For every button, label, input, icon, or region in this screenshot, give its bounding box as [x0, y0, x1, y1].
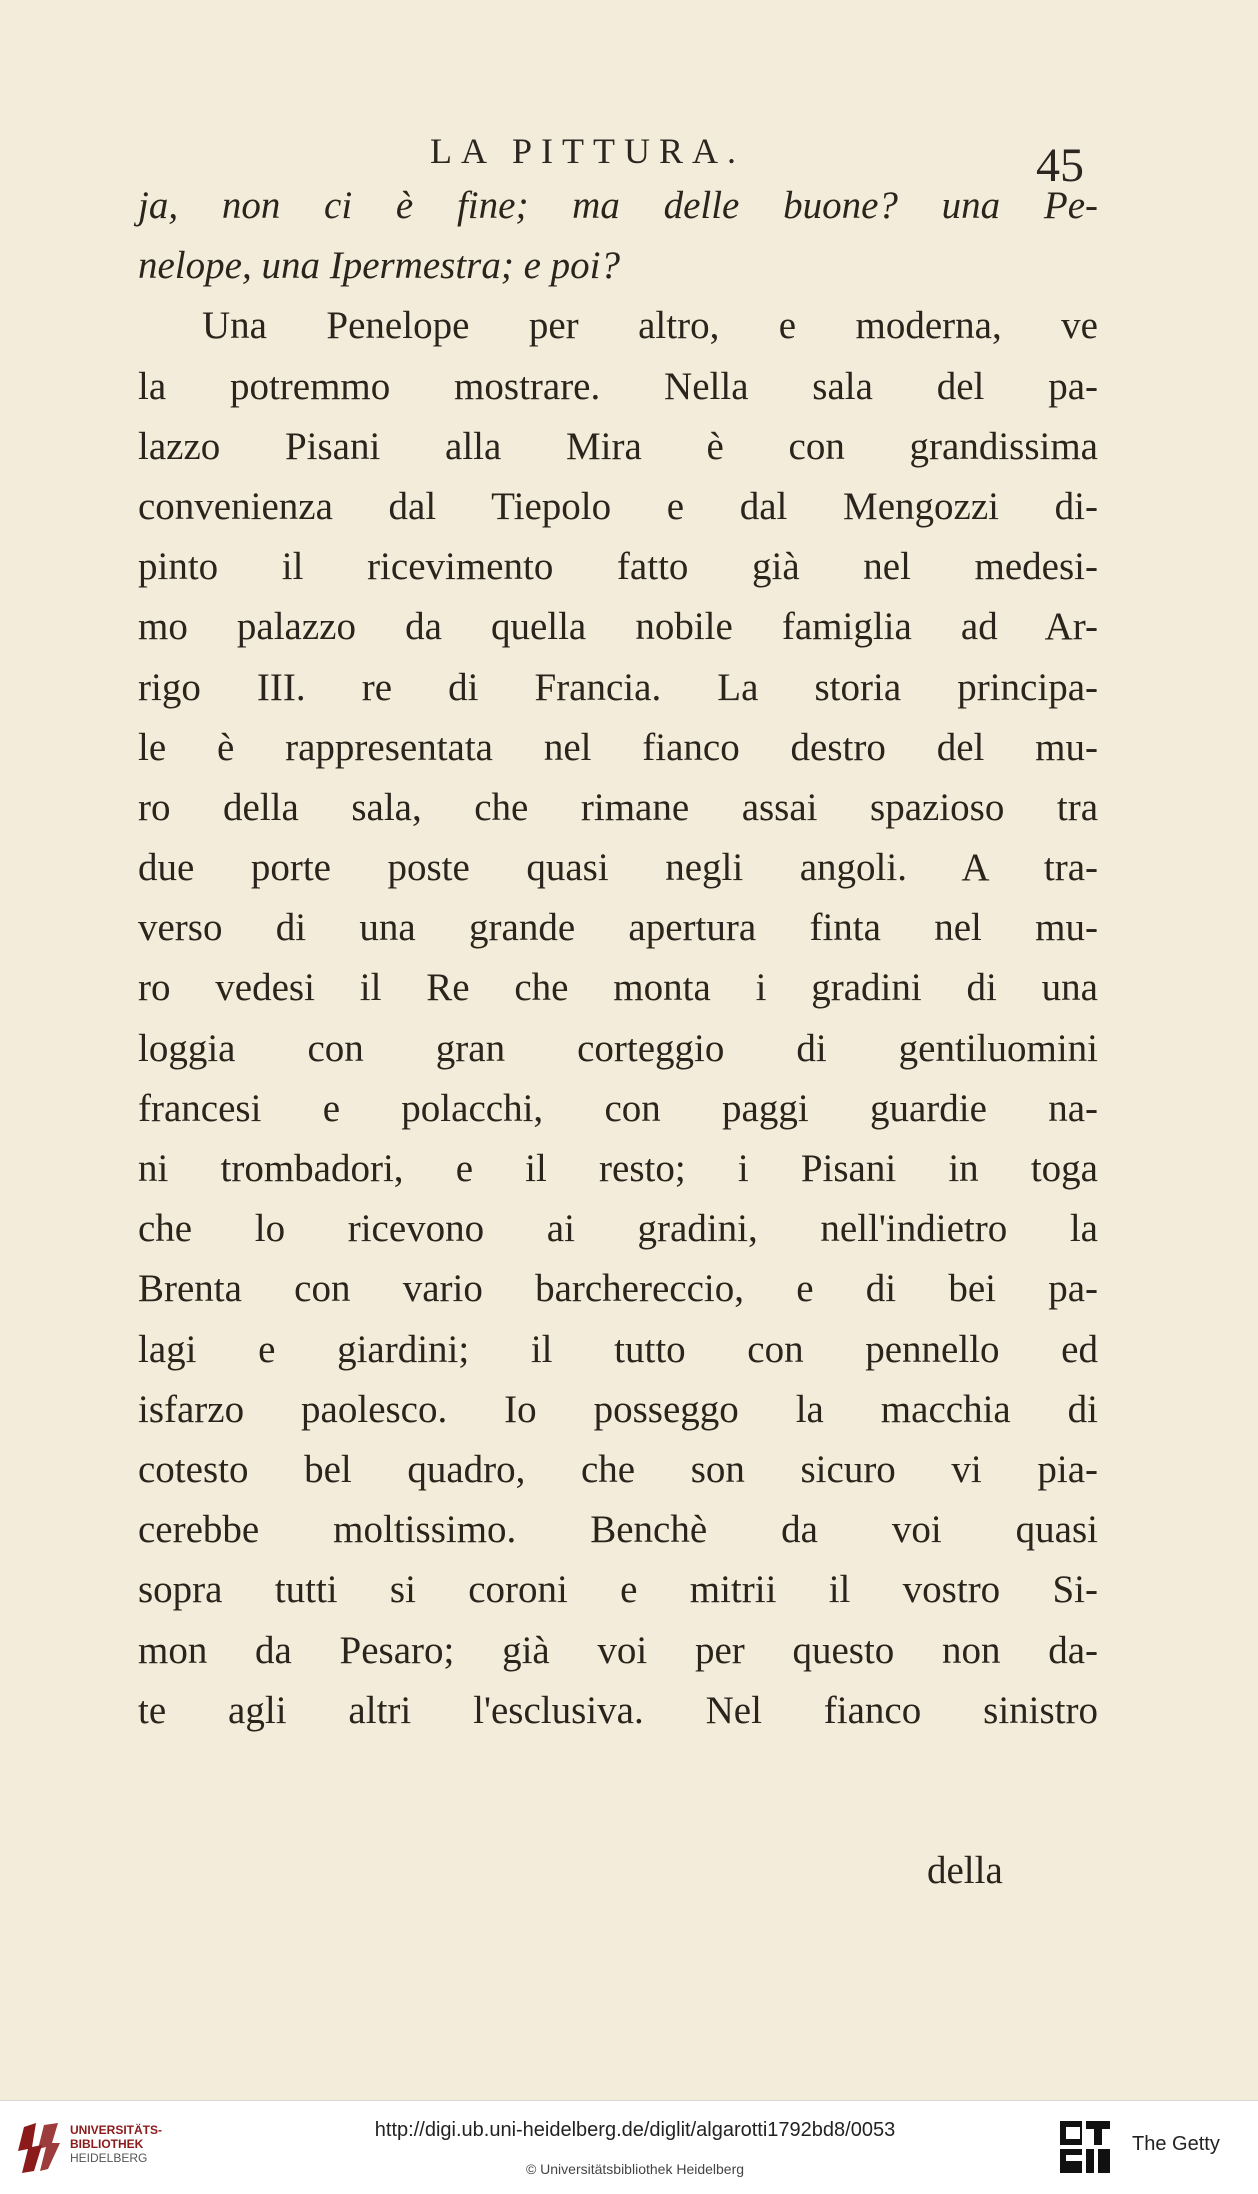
text-line: isfarzo paolesco. Io posseggo la macchia di — [138, 1387, 1098, 1431]
catchword: della — [927, 1849, 1003, 1892]
text-line: che lo ricevono ai gradini, nell'indietro la — [138, 1207, 1098, 1251]
text-line: convenienza dal Tiepolo e dal Mengozzi di- — [138, 484, 1098, 528]
text-line: ro della sala, che rimane assai spazioso tra — [138, 785, 1098, 829]
text-line: cotesto bel quadro, che son sicuro vi pia- — [138, 1447, 1098, 1491]
viewer-footer — [0, 2100, 1258, 2194]
text-line: cerebbe moltissimo. Benchè da voi quasi — [138, 1508, 1098, 1552]
permalink-url[interactable]: http://digi.ub.uni-heidelberg.de/diglit/algarotti1792bd8/0053 — [374, 2119, 896, 2141]
heidelberg-library-logo-icon — [14, 2119, 64, 2175]
text-line: la potremmo mostrare. Nella sala del pa- — [138, 364, 1098, 408]
text-line: ro vedesi il Re che monta i gradini di una — [138, 966, 1098, 1010]
copyright-notice: © Universitätsbibliothek Heidelberg — [525, 2161, 745, 2177]
text-line: rigo III. re di Francia. La storia principa- — [138, 665, 1098, 709]
running-head: LA PITTURA. — [430, 131, 745, 171]
text-line: nelope, una Ipermestra; e poi? — [138, 244, 620, 288]
partner-name: The Getty — [1132, 2133, 1220, 2155]
text-line: francesi e polacchi, con paggi guardie na- — [138, 1086, 1098, 1130]
text-line: le è rappresentata nel fianco destro del mu- — [138, 725, 1098, 769]
text-line: ja, non ci è fine; ma delle buone? una Pe- — [138, 184, 1098, 227]
text-line: due porte poste quasi negli angoli. A tra- — [138, 846, 1098, 890]
text-line: lagi e giardini; il tutto con pennello ed — [138, 1327, 1098, 1371]
text-line: ni trombadori, e il resto; i Pisani in toga — [138, 1147, 1098, 1190]
getty-logo-icon — [1058, 2119, 1112, 2175]
text-line: mo palazzo da quella nobile famiglia ad Ar- — [138, 605, 1098, 649]
text-line: mon da Pesaro; già voi per questo non da- — [138, 1628, 1098, 1672]
text-line: Brenta con vario barchereccio, e di bei pa- — [138, 1267, 1098, 1311]
page-number: 45 — [1036, 139, 1084, 192]
text-line: lazzo Pisani alla Mira è con grandissima — [138, 424, 1098, 468]
text-line: verso di una grande apertura finta nel mu- — [138, 906, 1098, 950]
body-text — [138, 176, 1098, 1741]
text-line: te agli altri l'esclusiva. Nel fianco sinistro — [138, 1688, 1098, 1732]
text-line: Una Penelope per altro, e moderna, ve — [202, 304, 1098, 348]
text-line: pinto il ricevimento fatto già nel medesi- — [138, 545, 1098, 589]
text-line: sopra tutti si coroni e mitrii il vostro Si- — [138, 1568, 1098, 1612]
text-line: loggia con gran corteggio di gentiluomini — [138, 1026, 1098, 1070]
library-name: UNIVERSITÄTS- BIBLIOTHEK HEIDELBERG — [70, 2123, 163, 2165]
